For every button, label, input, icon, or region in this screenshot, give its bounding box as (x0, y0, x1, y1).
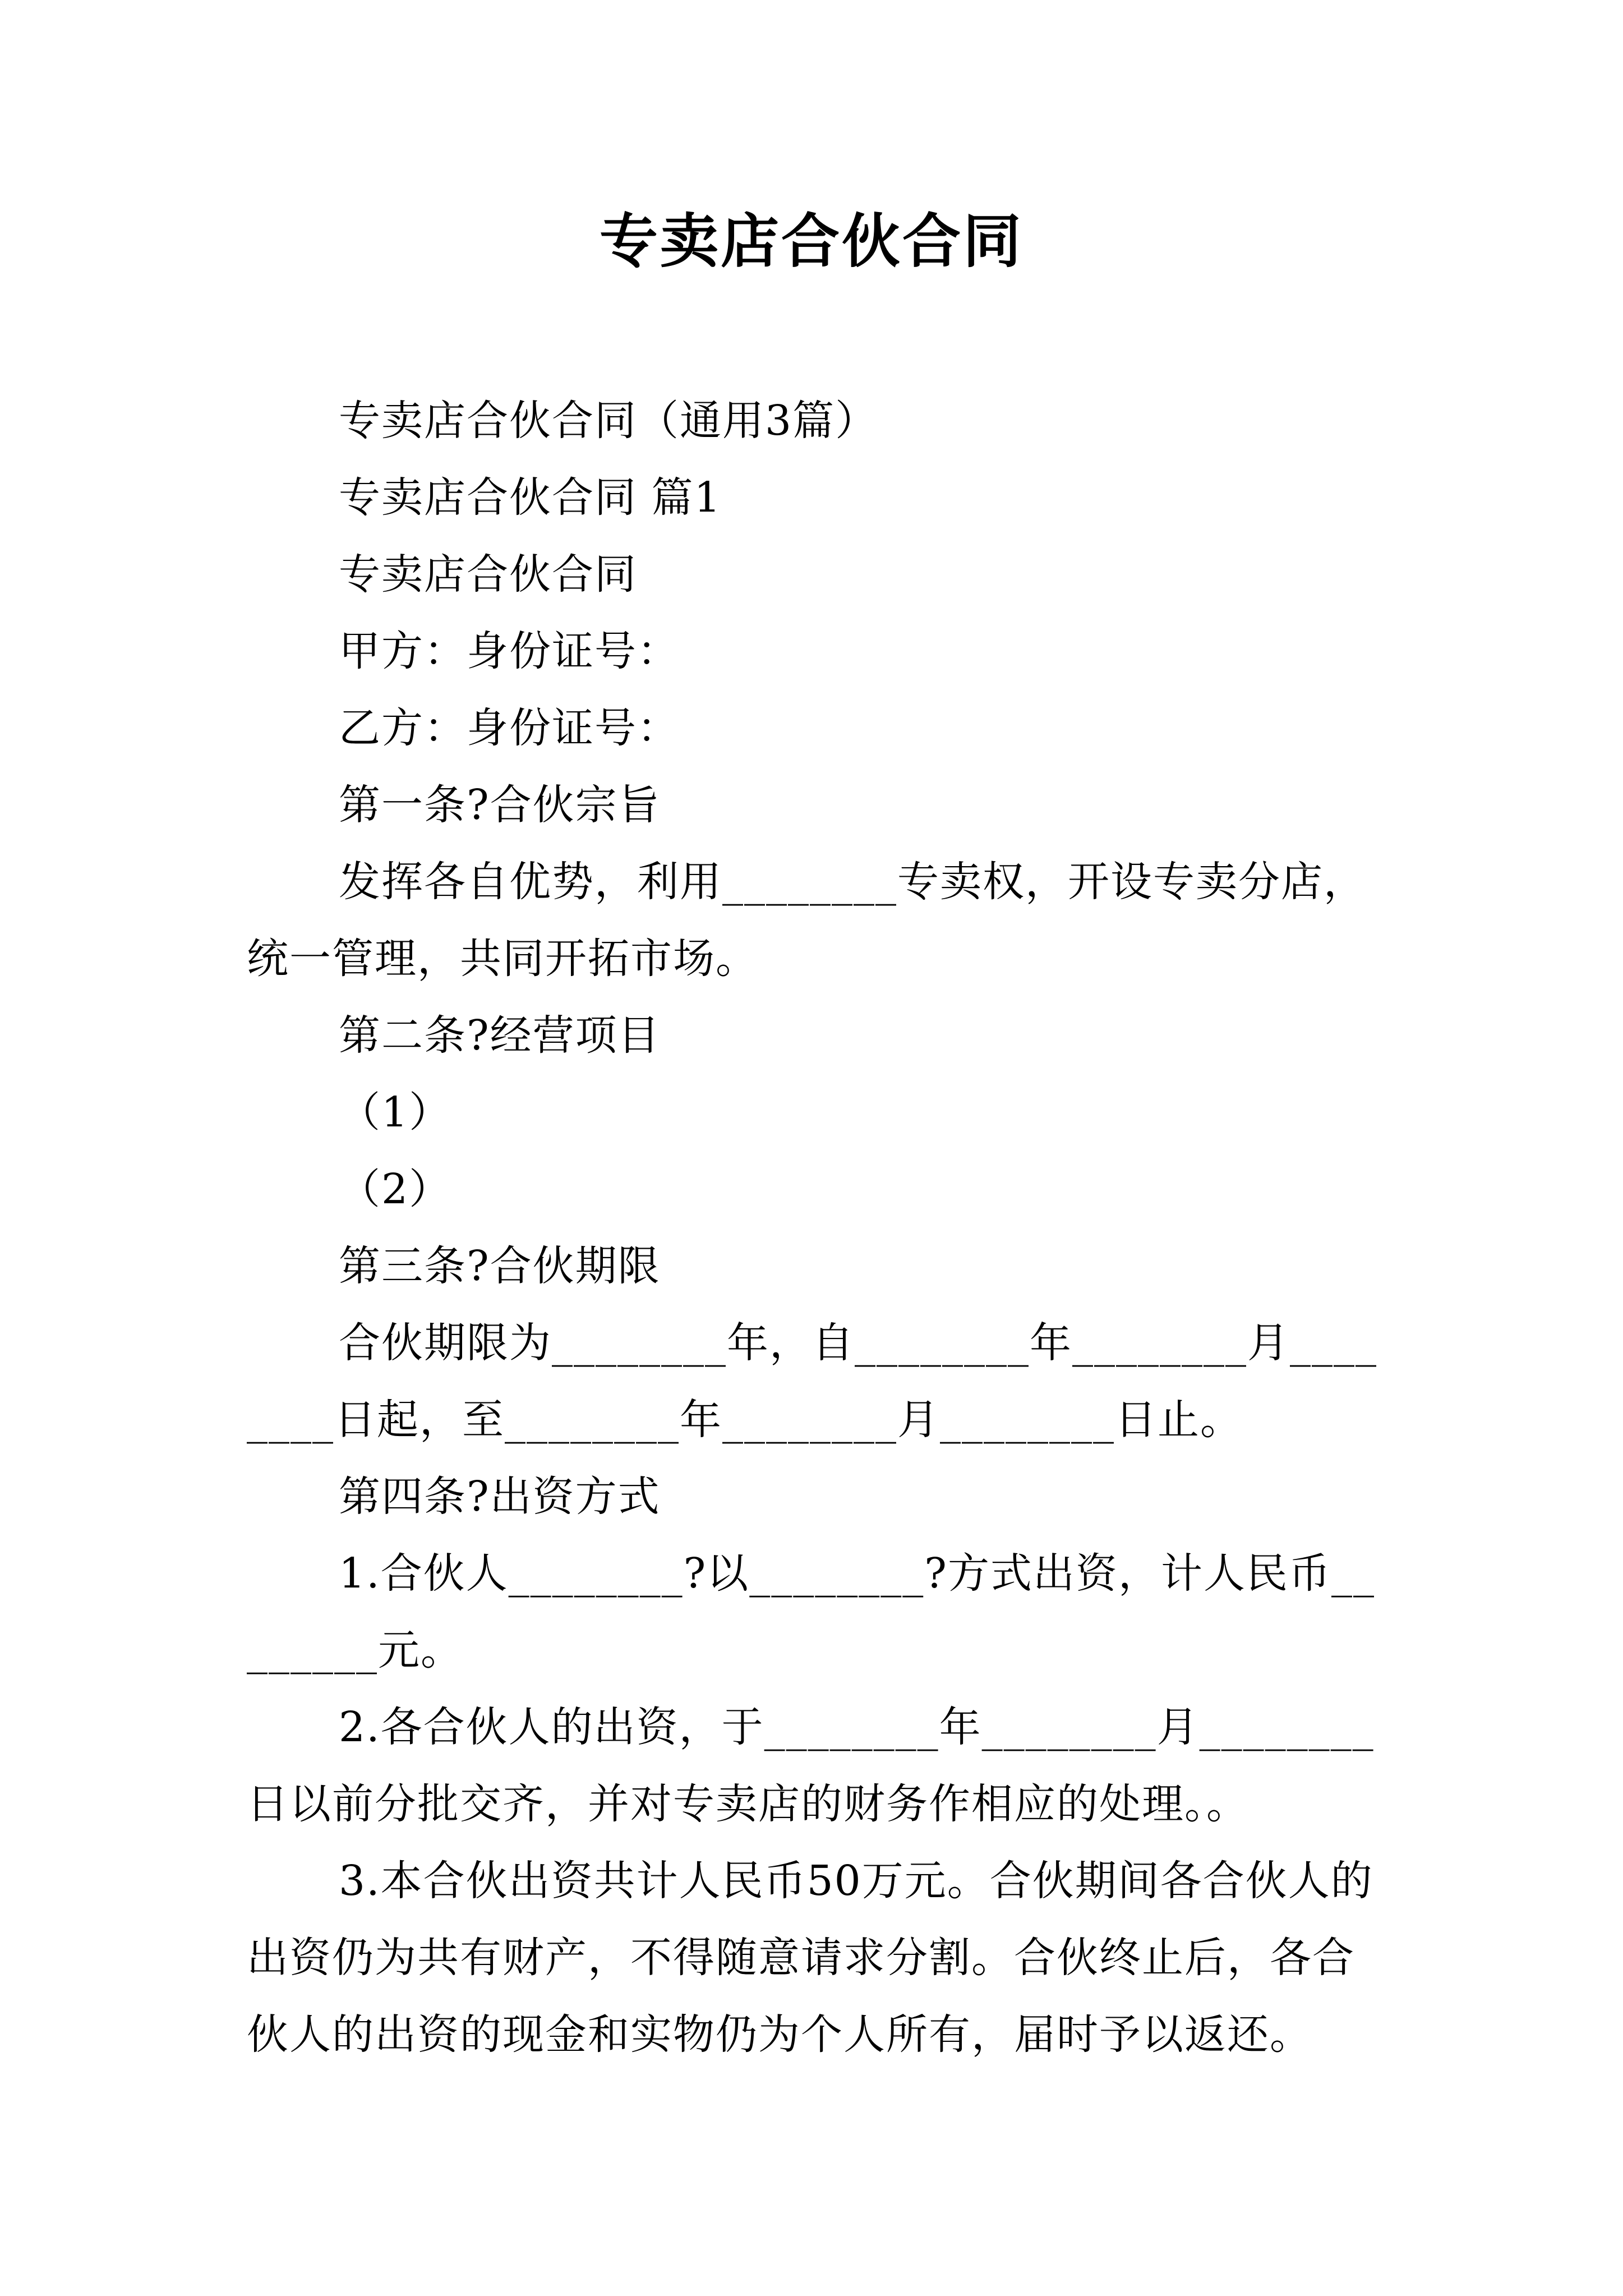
article-4-clause-3: 3.本合伙出资共计人民币50万元。合伙期间各合伙人的出资仍为共有财产，不得随意请求分割。合伙终止后，各合伙人的出资的现金和实物仍为个人所有，届时予以返还。 (247, 1857, 1373, 2059)
article-1-body: 发挥各自优势，利用________专卖权，开设专卖分店，统一管理，共同开拓市场。 (247, 858, 1366, 983)
article-4-clause-1: 1.合伙人________?以________?方式出资，计人民币________元。 (247, 1549, 1375, 1674)
article-4-clause-2: 2.各合伙人的出资，于________年________月________日以前分批交齐，并对专卖店的财务作相应的处理。。 (247, 1703, 1375, 1828)
article-2-item-2: （2） (339, 1165, 452, 1213)
document-body (247, 383, 1385, 2073)
article-3-heading: 第三条?合伙期限 (339, 1242, 661, 1290)
article-1-heading: 第一条?合伙宗旨 (339, 781, 661, 829)
article-3-body: 合伙期限为________年，自________年________月________日起，至________年________月________日止。 (247, 1319, 1377, 1444)
paragraph-subtitle: 专卖店合伙合同（通用3篇） (339, 397, 878, 445)
paragraph-contract-name: 专卖店合伙合同 (339, 550, 637, 599)
article-2-heading: 第二条?经营项目 (339, 1011, 661, 1060)
article-4-heading: 第四条?出资方式 (339, 1473, 661, 1521)
paragraph-part-heading: 专卖店合伙合同 篇1 (339, 473, 722, 522)
paragraph-party-b: 乙方：身份证号： (339, 704, 680, 752)
paragraph-party-a: 甲方：身份证号： (339, 627, 680, 675)
article-2-item-1: （1） (339, 1088, 452, 1137)
document-title: 专卖店合伙合同 (599, 206, 1023, 275)
